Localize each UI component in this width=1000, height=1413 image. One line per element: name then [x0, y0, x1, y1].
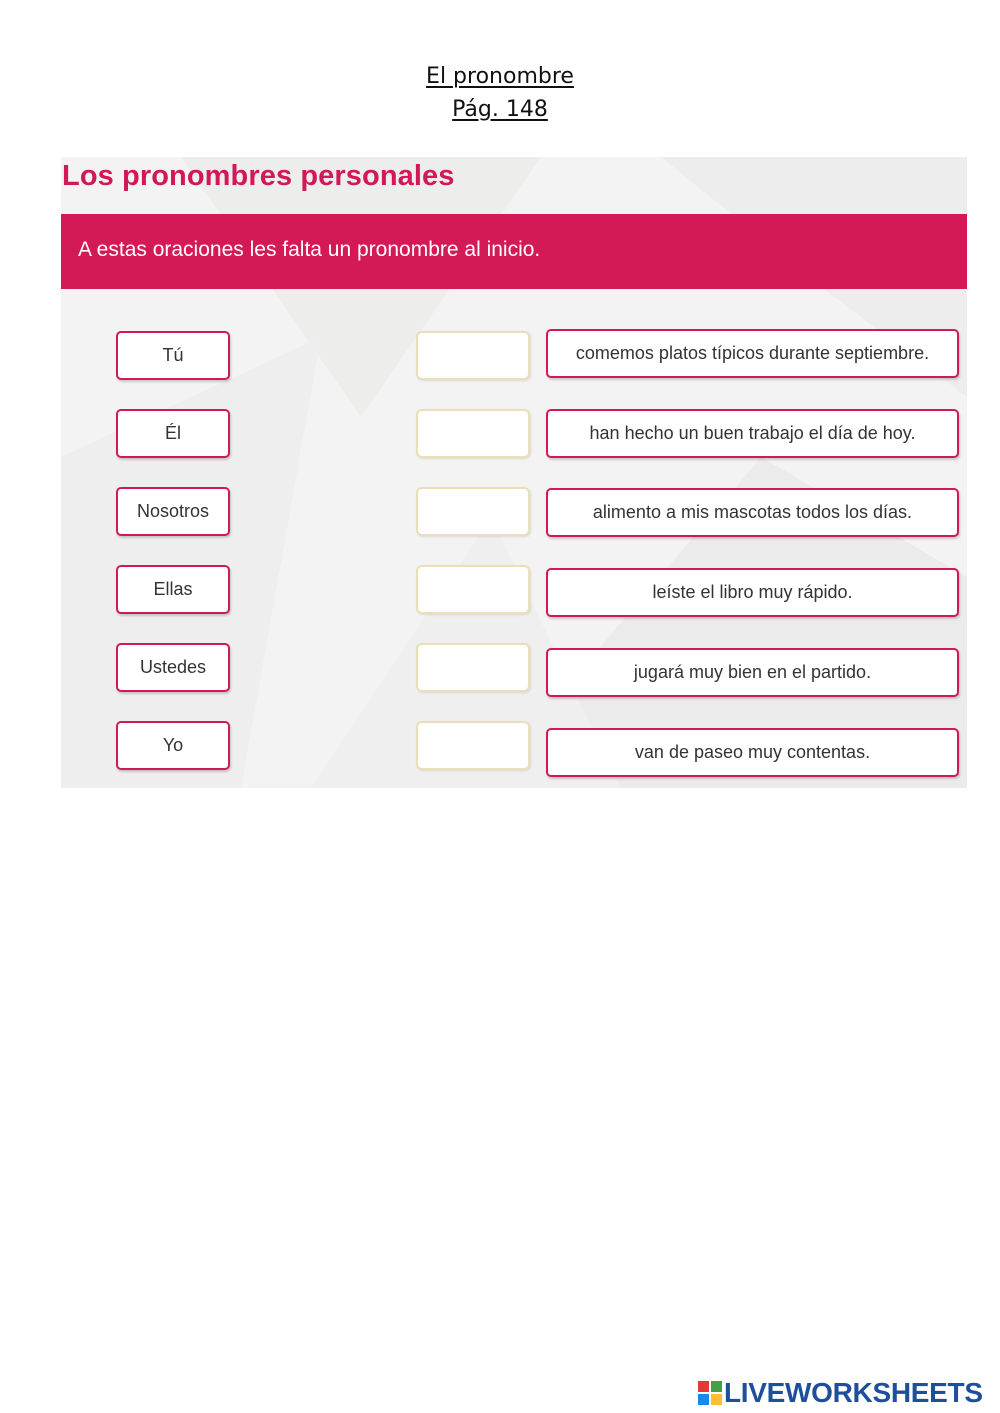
answer-slot-3[interactable]: [416, 487, 530, 536]
answer-slot-2[interactable]: [416, 409, 530, 458]
sentence-card-1: comemos platos típicos durante septiembre.: [546, 329, 959, 378]
pronoun-card-ustedes[interactable]: Ustedes: [116, 643, 230, 692]
page-reference: Pág. 148: [452, 97, 548, 122]
liveworksheets-brand: [698, 1378, 983, 1408]
exercise-panel: [61, 157, 967, 788]
pronoun-card-nosotros[interactable]: Nosotros: [116, 487, 230, 536]
pronoun-card-yo[interactable]: Yo: [116, 721, 230, 770]
answer-slot-6[interactable]: [416, 721, 530, 770]
sentence-card-5: jugará muy bien en el partido.: [546, 648, 959, 697]
instruction-text: A estas oraciones les falta un pronombre al inicio.: [78, 238, 541, 261]
brand-name: LIVEWORKSHEETS: [724, 1377, 983, 1408]
sentence-card-3: alimento a mis mascotas todos los días.: [546, 488, 959, 537]
liveworksheets-logo-icon: [698, 1381, 722, 1405]
instruction-banner: [61, 214, 967, 289]
answer-slot-1[interactable]: [416, 331, 530, 380]
exercise-heading: Los pronombres personales: [62, 160, 455, 192]
pronoun-card-el[interactable]: Él: [116, 409, 230, 458]
sentence-card-6: van de paseo muy contentas.: [546, 728, 959, 777]
sentence-card-2: han hecho un buen trabajo el día de hoy.: [546, 409, 959, 458]
pronoun-card-tu[interactable]: Tú: [116, 331, 230, 380]
document-title: El pronombre: [426, 64, 574, 89]
answer-slot-4[interactable]: [416, 565, 530, 614]
answer-slot-5[interactable]: [416, 643, 530, 692]
pronoun-card-ellas[interactable]: Ellas: [116, 565, 230, 614]
sentence-card-4: leíste el libro muy rápido.: [546, 568, 959, 617]
